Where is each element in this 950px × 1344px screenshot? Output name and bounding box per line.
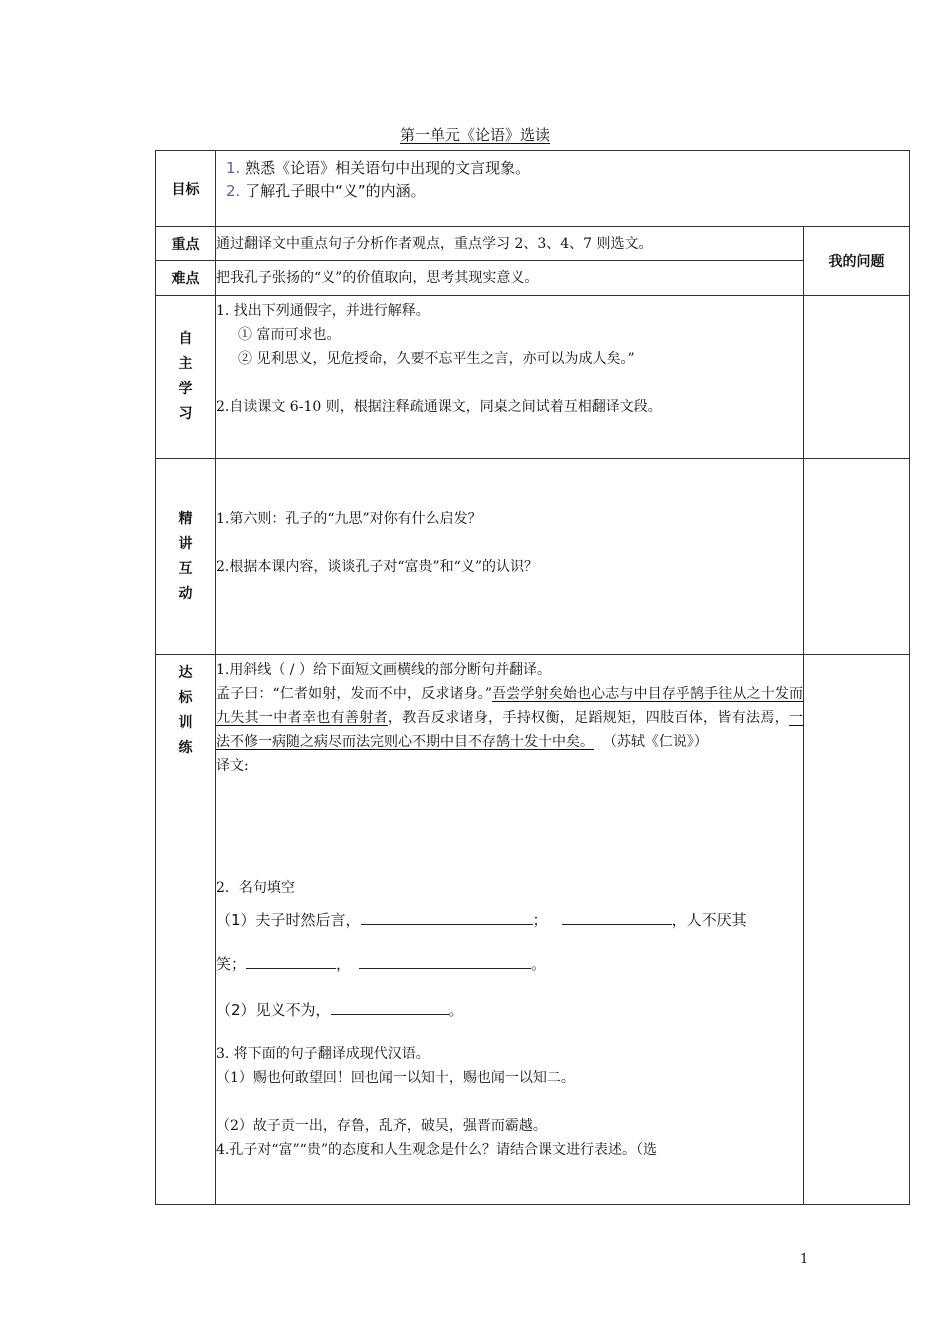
- question-column-cell: [804, 655, 910, 1205]
- label-char: 习: [178, 406, 193, 422]
- passage-text: ，教吾反求诸身，手持权衡，足蹈规矩，四肢百体，皆有法焉，: [387, 710, 790, 726]
- fill-text: （2）见义不为，: [216, 1001, 331, 1019]
- goal-item: [226, 157, 899, 180]
- translation-label: 译文:: [216, 758, 249, 774]
- fill-line-2: [216, 998, 803, 1022]
- difficulty-label: 难点: [156, 261, 216, 296]
- goal-content: [216, 151, 910, 227]
- question-1b: ② 见利思义，见危授命，久要不忘平生之言，亦可以为成人矣。”: [238, 351, 635, 367]
- question-1: 1.用斜线（ / ）给下面短文画横线的部分断句并翻译。: [216, 662, 551, 678]
- label-char: 学: [178, 381, 193, 397]
- page-title-text: 第一单元《论语》选读: [399, 126, 550, 144]
- question-column-cell: [804, 296, 910, 459]
- fill-text: 。: [448, 1001, 464, 1019]
- goal-row: [156, 151, 910, 227]
- passage-underlined: 吾尝学射矣始也心志与中目存乎鹄手往从之十发而九失其一中者幸也有善射者: [216, 686, 803, 726]
- my-questions-header: 我的问题: [804, 227, 910, 296]
- label-char: 练: [178, 740, 193, 756]
- lecture-content: [216, 459, 804, 655]
- question-4: 4.孔子对“富”“贵”的态度和人生观念是什么？请结合课文进行表述。（选: [216, 1142, 657, 1158]
- passage-text: 孟子曰：“仁者如射，发而不中，反求诸身。”: [216, 686, 493, 702]
- goal-number: 2.: [226, 182, 241, 200]
- page-number: 1: [800, 1252, 809, 1267]
- practice-row: [156, 655, 910, 1205]
- label-char: 训: [178, 715, 193, 731]
- question-column-cell: [804, 459, 910, 655]
- difficulty-text: 把我孔子张扬的“义”的价值取向，思考其现实意义。: [216, 261, 804, 296]
- key-label: 重点: [156, 227, 216, 261]
- lecture-row: [156, 459, 910, 655]
- question-3: 3. 将下面的句子翻译成现代汉语。: [216, 1046, 430, 1062]
- passage-underlined: 一法不修一病随之病尽而法完则心不期中目不存鹄十发十中矣。: [216, 710, 804, 750]
- difficulty-row: [156, 261, 910, 296]
- goal-text: 熟悉《论语》相关语句中出现的文言现象。: [245, 159, 531, 177]
- blank[interactable]: [562, 908, 672, 925]
- label-char: 精: [178, 510, 193, 527]
- question-2: 2．名句填空: [216, 880, 295, 896]
- key-row: [156, 227, 910, 261]
- study-plan-table: [155, 150, 910, 1205]
- fill-line-1: [216, 908, 803, 932]
- self-study-content: [216, 296, 804, 459]
- blank[interactable]: [331, 998, 449, 1015]
- question-1: 1. 找出下列通假字，并进行解释。: [216, 303, 430, 319]
- passage-source: （苏轼《仁说》）: [594, 734, 708, 750]
- label-char: 自: [178, 331, 193, 347]
- question-1a: ① 富而可求也。: [238, 327, 341, 343]
- practice-content: [216, 655, 804, 1205]
- label-char: 达: [178, 665, 193, 681]
- passage: [216, 682, 803, 754]
- label-char: 互: [178, 560, 193, 577]
- fill-line-1-cont: [216, 952, 803, 976]
- label-char: 讲: [178, 535, 193, 552]
- label-char: 动: [178, 585, 193, 602]
- question-2: 2.自读课文 6-10 则，根据注释疏通课文，同桌之间试着互相翻译文段。: [216, 399, 662, 415]
- blank[interactable]: [361, 908, 533, 925]
- fill-text: ，人不厌其: [671, 911, 747, 929]
- question-1: 1.第六则：孔子的“九思”对你有什么启发？: [216, 511, 482, 527]
- page-title: [0, 124, 950, 145]
- blank[interactable]: [359, 952, 531, 969]
- fill-text: ；: [532, 911, 548, 929]
- question-2: 2.根据本课内容，谈谈孔子对“富贵”和“义”的认识？: [216, 559, 538, 575]
- goal-label: 目标: [156, 151, 216, 227]
- goal-number: 1.: [226, 159, 241, 177]
- goal-text: 了解孔子眼中“义”的内涵。: [245, 182, 426, 200]
- fill-text: 笑；: [216, 955, 247, 973]
- fill-text: ，: [336, 955, 352, 973]
- self-study-row: [156, 296, 910, 459]
- self-study-label: [156, 296, 216, 459]
- key-text: 通过翻译文中重点句子分析作者观点，重点学习 2、3、4、7 则选文。: [216, 227, 804, 261]
- label-char: 标: [178, 690, 193, 706]
- fill-text: 。: [531, 955, 547, 973]
- question-3b: （2）故子贡一出，存鲁，乱齐，破吴，强晋而霸越。: [216, 1118, 547, 1134]
- goal-item: [226, 180, 899, 203]
- fill-text: （1）夫子时然后言，: [216, 911, 361, 929]
- lecture-label: [156, 459, 216, 655]
- practice-label: [156, 655, 216, 1205]
- label-char: 主: [178, 356, 193, 372]
- question-3a: （1）赐也何敢望回！回也闻一以知十，赐也闻一以知二。: [216, 1070, 575, 1086]
- blank[interactable]: [246, 952, 336, 969]
